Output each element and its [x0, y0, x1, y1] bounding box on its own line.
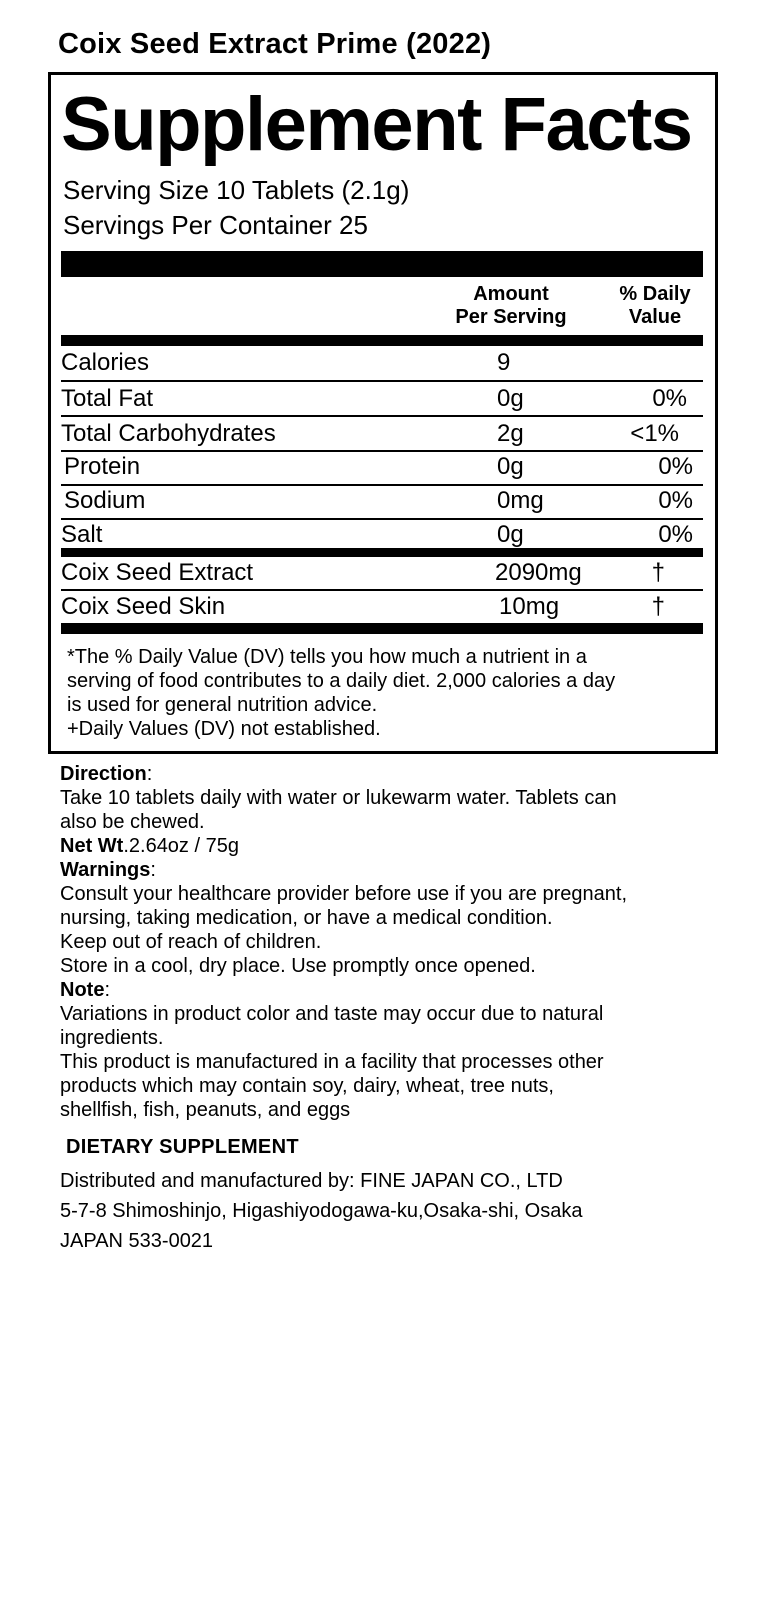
product-title: Coix Seed Extract Prime (2022)	[58, 28, 492, 60]
nutrient-amount: 0g	[497, 453, 524, 480]
nutrient-name: Protein	[64, 453, 141, 480]
note-line: Variations in product color and taste may occur due to natural	[60, 1003, 604, 1025]
daily-value-header-line2: Value	[628, 306, 682, 328]
note-heading: Note:	[60, 979, 111, 1001]
net-weight-label: Net Wt	[60, 835, 124, 857]
distributor-line: Distributed and manufactured by: FINE JAPAN CO., LTD	[60, 1170, 563, 1192]
nutrient-name: Calories	[61, 349, 150, 376]
amount-header-line2: Per Serving	[455, 306, 567, 328]
thick-divider-middle	[61, 548, 703, 557]
nutrient-amount: 0mg	[497, 487, 544, 514]
direction-heading: Direction:	[60, 763, 153, 785]
daily-value-header	[599, 283, 711, 329]
distributor-line: 5-7-8 Shimoshinjo, Higashiyodogawa-ku,Osaka-shi, Osaka	[60, 1200, 583, 1222]
daily-value-footnote	[67, 645, 707, 741]
distributor-line: JAPAN 533-0021	[60, 1230, 214, 1252]
nutrient-amount: 9	[497, 349, 511, 376]
note-line: shellfish, fish, peanuts, and eggs	[60, 1099, 351, 1121]
ingredient-dv: †	[651, 559, 665, 586]
nutrient-name: Sodium	[64, 487, 146, 514]
row-divider	[61, 518, 703, 520]
nutrient-dv: 0%	[658, 521, 693, 548]
footnote-line: +Daily Values (DV) not established.	[67, 718, 381, 740]
thick-divider-header	[61, 335, 703, 346]
thick-divider-bottom	[61, 623, 703, 634]
nutrient-dv: 0%	[658, 487, 693, 514]
ingredient-dv: †	[651, 593, 665, 620]
note-line: ingredients.	[60, 1027, 164, 1049]
nutrient-name: Salt	[61, 521, 103, 548]
ingredient-name: Coix Seed Extract	[61, 559, 254, 586]
note-line: products which may contain soy, dairy, wheat, tree nuts,	[60, 1075, 554, 1097]
warnings-line: nursing, taking medication, or have a medical condition.	[60, 907, 553, 929]
row-divider	[61, 589, 703, 591]
warnings-line: Consult your healthcare provider before use if you are pregnant,	[60, 883, 628, 905]
row-divider	[61, 450, 703, 452]
nutrient-name: Total Fat	[61, 385, 154, 412]
footnote-line: *The % Daily Value (DV) tells you how much a nutrient in a	[67, 646, 587, 668]
note-line: This product is manufactured in a facility that processes other	[60, 1051, 604, 1073]
direction-line: Take 10 tablets daily with water or lukewarm water. Tablets can	[60, 787, 617, 809]
net-weight	[60, 834, 740, 858]
dietary-supplement-label: DIETARY SUPPLEMENT	[66, 1136, 299, 1158]
row-divider	[61, 380, 703, 382]
direction-line: also be chewed.	[60, 811, 205, 833]
label-body	[60, 762, 740, 1122]
footnote-line: is used for general nutrition advice.	[67, 694, 378, 716]
facts-heading: Supplement Facts	[61, 82, 692, 167]
note-label: Note	[60, 979, 105, 1001]
warnings-line: Keep out of reach of children.	[60, 931, 322, 953]
warnings-line: Store in a cool, dry place. Use promptly once opened.	[60, 955, 536, 977]
row-divider	[61, 415, 703, 417]
ingredient-amount: 2090mg	[495, 559, 582, 586]
ingredient-name: Coix Seed Skin	[61, 593, 226, 620]
warnings-label: Warnings	[60, 859, 151, 881]
ingredient-amount: 10mg	[499, 593, 560, 620]
warnings-heading: Warnings:	[60, 859, 156, 881]
direction-label: Direction	[60, 763, 147, 785]
amount-header-line1: Amount	[473, 283, 549, 305]
nutrient-amount: 0g	[497, 521, 524, 548]
footnote-line: serving of food contributes to a daily diet. 2,000 calories a day	[67, 670, 616, 692]
serving-size: Serving Size 10 Tablets (2.1g)	[63, 175, 410, 205]
distributor-info	[60, 1166, 582, 1256]
servings-per-container: Servings Per Container 25	[63, 210, 368, 240]
nutrient-amount: 2g	[497, 420, 524, 447]
nutrient-amount: 0g	[497, 385, 524, 412]
thick-divider-top	[61, 251, 703, 277]
nutrient-dv: <1%	[630, 420, 679, 447]
net-weight-value: .2.64oz / 75g	[123, 835, 239, 857]
supplement-facts-panel	[48, 72, 718, 754]
amount-header	[441, 283, 581, 329]
nutrient-name: Total Carbohydrates	[61, 420, 276, 447]
nutrient-dv: 0%	[658, 453, 693, 480]
row-divider	[61, 484, 703, 486]
daily-value-header-line1: % Daily	[619, 283, 691, 305]
nutrient-dv: 0%	[652, 385, 687, 412]
